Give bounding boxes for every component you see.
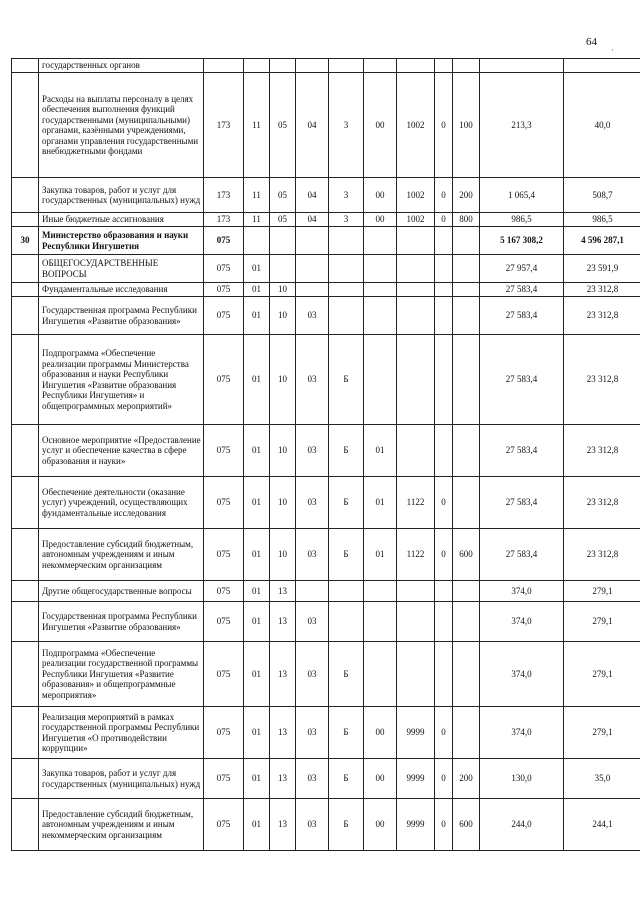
code-cell [364, 297, 397, 335]
code-cell [364, 335, 397, 425]
code-cell: 13 [270, 707, 296, 759]
item-name-cell: Подпрограмма «Обеспечение реализации программы Министерства образования и науки Республики Ингушетия «Развитие образования Республики Ингушетия» и общепрограммных мероприятий» [39, 335, 204, 425]
code-cell: 0 [435, 178, 453, 213]
code-cell: 600 [453, 799, 480, 851]
code-cell: 05 [270, 213, 296, 227]
amount-year1-cell: 986,5 [480, 213, 564, 227]
item-name-cell: Государственная программа Республики Ингушетия «Развитие образования» [39, 602, 204, 642]
code-cell [453, 642, 480, 707]
code-cell [453, 255, 480, 283]
row-number-cell [12, 213, 39, 227]
amount-year1-cell: 5 167 308,2 [480, 227, 564, 255]
code-cell: 05 [270, 178, 296, 213]
item-name-cell: Иные бюджетные ассигнования [39, 213, 204, 227]
code-cell [453, 59, 480, 73]
amount-year2-cell: 279,1 [564, 581, 640, 602]
code-cell [435, 642, 453, 707]
code-cell: 01 [244, 425, 270, 477]
item-name-cell: Основное мероприятие «Предоставление услуг и обеспечение качества в сфере образования и науки» [39, 425, 204, 477]
code-cell: 04 [296, 73, 329, 178]
table-row [12, 283, 640, 297]
amount-year2-cell: 244,1 [564, 799, 640, 851]
code-cell: 173 [204, 213, 244, 227]
table-row [12, 602, 640, 642]
code-cell: 9999 [397, 799, 435, 851]
code-cell: 04 [296, 178, 329, 213]
code-cell [364, 59, 397, 73]
row-number-cell [12, 799, 39, 851]
row-number-cell [12, 283, 39, 297]
code-cell: 11 [244, 213, 270, 227]
item-name-cell: Закупка товаров, работ и услуг для государственных (муниципальных) нужд [39, 178, 204, 213]
code-cell [397, 602, 435, 642]
code-cell [435, 425, 453, 477]
code-cell: 10 [270, 335, 296, 425]
table-row [12, 799, 640, 851]
table-row [12, 707, 640, 759]
amount-year2-cell: 986,5 [564, 213, 640, 227]
amount-year2-cell: 40,0 [564, 73, 640, 178]
code-cell: 01 [244, 529, 270, 581]
code-cell [397, 335, 435, 425]
code-cell [296, 581, 329, 602]
code-cell: 04 [296, 213, 329, 227]
item-name-cell: государственных органов [39, 59, 204, 73]
code-cell: 0 [435, 799, 453, 851]
code-cell [364, 227, 397, 255]
code-cell: 075 [204, 602, 244, 642]
row-number-cell [12, 529, 39, 581]
amount-year1-cell: 1 065,4 [480, 178, 564, 213]
code-cell [435, 283, 453, 297]
code-cell: Б [329, 759, 364, 799]
code-cell: 075 [204, 477, 244, 529]
code-cell: 01 [244, 581, 270, 602]
code-cell [329, 59, 364, 73]
code-cell: 01 [244, 602, 270, 642]
code-cell [270, 59, 296, 73]
code-cell: 3 [329, 73, 364, 178]
amount-year1-cell: 374,0 [480, 707, 564, 759]
table-row [12, 581, 640, 602]
row-number-cell [12, 73, 39, 178]
item-name-cell: Другие общегосударственные вопросы [39, 581, 204, 602]
page-mark: · [611, 46, 614, 55]
code-cell: 03 [296, 335, 329, 425]
code-cell: 0 [435, 707, 453, 759]
code-cell: 600 [453, 529, 480, 581]
row-number-cell [12, 178, 39, 213]
code-cell: 075 [204, 283, 244, 297]
code-cell [397, 581, 435, 602]
code-cell [244, 227, 270, 255]
code-cell [435, 227, 453, 255]
page-number: 64 [586, 36, 597, 48]
code-cell: 075 [204, 255, 244, 283]
code-cell [435, 59, 453, 73]
code-cell [453, 581, 480, 602]
table-row [12, 227, 640, 255]
item-name-cell: Предоставление субсидий бюджетным, автономным учреждениям и иным некоммерческим организациям [39, 799, 204, 851]
row-number-cell [12, 59, 39, 73]
amount-year2-cell: 35,0 [564, 759, 640, 799]
code-cell: 1122 [397, 477, 435, 529]
table-row [12, 335, 640, 425]
item-name-cell: Реализация мероприятий в рамках государственной программы Республики Ингушетия «О противодействии коррупции» [39, 707, 204, 759]
code-cell [364, 581, 397, 602]
amount-year2-cell: 23 312,8 [564, 425, 640, 477]
amount-year1-cell [480, 59, 564, 73]
code-cell: 03 [296, 602, 329, 642]
code-cell: 075 [204, 335, 244, 425]
code-cell: 03 [296, 759, 329, 799]
row-number-cell [12, 581, 39, 602]
amount-year1-cell: 27 583,4 [480, 283, 564, 297]
code-cell: 075 [204, 759, 244, 799]
code-cell: 13 [270, 759, 296, 799]
code-cell: 075 [204, 529, 244, 581]
code-cell: 03 [296, 425, 329, 477]
table-row [12, 529, 640, 581]
code-cell: 075 [204, 581, 244, 602]
code-cell [397, 227, 435, 255]
code-cell: 1122 [397, 529, 435, 581]
code-cell: 11 [244, 178, 270, 213]
code-cell: 1002 [397, 178, 435, 213]
item-name-cell: Расходы на выплаты персоналу в целях обеспечения выполнения функций государственными (муниципальными) органами, казёнными учреждениями, органами управления государственными внебюджетными фондами [39, 73, 204, 178]
row-number-cell [12, 335, 39, 425]
code-cell [329, 297, 364, 335]
code-cell: 10 [270, 529, 296, 581]
code-cell [435, 297, 453, 335]
code-cell: 01 [244, 642, 270, 707]
code-cell [453, 335, 480, 425]
item-name-cell: Предоставление субсидий бюджетным, автономным учреждениям и иным некоммерческим организациям [39, 529, 204, 581]
amount-year1-cell: 27 957,4 [480, 255, 564, 283]
code-cell [397, 283, 435, 297]
code-cell [397, 297, 435, 335]
item-name-cell: Государственная программа Республики Ингушетия «Развитие образования» [39, 297, 204, 335]
code-cell: 10 [270, 297, 296, 335]
code-cell: 10 [270, 425, 296, 477]
code-cell [397, 59, 435, 73]
code-cell [329, 227, 364, 255]
amount-year1-cell: 27 583,4 [480, 425, 564, 477]
code-cell: 00 [364, 799, 397, 851]
code-cell: 01 [364, 529, 397, 581]
code-cell: 200 [453, 759, 480, 799]
code-cell [397, 642, 435, 707]
code-cell: 00 [364, 759, 397, 799]
code-cell: 0 [435, 759, 453, 799]
amount-year1-cell: 213,3 [480, 73, 564, 178]
code-cell [270, 227, 296, 255]
table-row [12, 759, 640, 799]
code-cell [453, 707, 480, 759]
code-cell [364, 283, 397, 297]
code-cell: 075 [204, 799, 244, 851]
amount-year2-cell: 23 312,8 [564, 335, 640, 425]
code-cell: 01 [244, 759, 270, 799]
amount-year2-cell: 4 596 287,1 [564, 227, 640, 255]
code-cell: 0 [435, 477, 453, 529]
code-cell: 00 [364, 707, 397, 759]
row-number-cell [12, 425, 39, 477]
code-cell [435, 581, 453, 602]
code-cell: 075 [204, 227, 244, 255]
code-cell [435, 255, 453, 283]
code-cell [329, 255, 364, 283]
amount-year2-cell: 279,1 [564, 642, 640, 707]
code-cell: 3 [329, 213, 364, 227]
code-cell [364, 642, 397, 707]
code-cell: 03 [296, 297, 329, 335]
code-cell: 10 [270, 283, 296, 297]
code-cell [296, 283, 329, 297]
amount-year2-cell: 23 312,8 [564, 297, 640, 335]
code-cell [453, 477, 480, 529]
code-cell: 01 [244, 283, 270, 297]
code-cell: 03 [296, 799, 329, 851]
item-name-cell: Закупка товаров, работ и услуг для государственных (муниципальных) нужд [39, 759, 204, 799]
code-cell: 100 [453, 73, 480, 178]
code-cell: 0 [435, 529, 453, 581]
code-cell: 13 [270, 799, 296, 851]
code-cell: 01 [244, 297, 270, 335]
code-cell: 173 [204, 73, 244, 178]
code-cell [397, 255, 435, 283]
code-cell [364, 255, 397, 283]
code-cell: 075 [204, 425, 244, 477]
budget-table [11, 58, 640, 851]
code-cell: 00 [364, 73, 397, 178]
amount-year1-cell: 27 583,4 [480, 297, 564, 335]
row-number-cell [12, 707, 39, 759]
code-cell: 173 [204, 178, 244, 213]
amount-year2-cell: 279,1 [564, 707, 640, 759]
code-cell [296, 255, 329, 283]
code-cell [364, 602, 397, 642]
amount-year2-cell: 279,1 [564, 602, 640, 642]
item-name-cell: ОБЩЕГОСУДАРСТВЕННЫЕ ВОПРОСЫ [39, 255, 204, 283]
table-row [12, 178, 640, 213]
amount-year1-cell: 27 583,4 [480, 477, 564, 529]
code-cell: 10 [270, 477, 296, 529]
amount-year1-cell: 130,0 [480, 759, 564, 799]
amount-year2-cell: 508,7 [564, 178, 640, 213]
code-cell: 03 [296, 642, 329, 707]
code-cell [296, 59, 329, 73]
code-cell: Б [329, 707, 364, 759]
code-cell: 01 [244, 335, 270, 425]
code-cell [453, 602, 480, 642]
item-name-cell: Министерство образования и науки Республики Ингушетия [39, 227, 204, 255]
code-cell: 1002 [397, 73, 435, 178]
code-cell [435, 602, 453, 642]
code-cell [244, 59, 270, 73]
row-number-cell [12, 759, 39, 799]
table-row [12, 477, 640, 529]
table-row [12, 425, 640, 477]
code-cell: 1002 [397, 213, 435, 227]
amount-year2-cell: 23 312,8 [564, 529, 640, 581]
table-row [12, 297, 640, 335]
code-cell [453, 425, 480, 477]
table-row [12, 642, 640, 707]
amount-year1-cell: 374,0 [480, 642, 564, 707]
code-cell: Б [329, 477, 364, 529]
table-body [12, 59, 640, 851]
code-cell: 13 [270, 581, 296, 602]
code-cell: 9999 [397, 759, 435, 799]
code-cell: Б [329, 335, 364, 425]
row-number-cell [12, 477, 39, 529]
code-cell: 3 [329, 178, 364, 213]
code-cell: 01 [364, 477, 397, 529]
code-cell: Б [329, 642, 364, 707]
code-cell: 075 [204, 707, 244, 759]
code-cell [453, 227, 480, 255]
row-number-cell [12, 602, 39, 642]
amount-year2-cell: 23 312,8 [564, 283, 640, 297]
row-number-cell [12, 642, 39, 707]
code-cell: 200 [453, 178, 480, 213]
amount-year1-cell: 374,0 [480, 581, 564, 602]
code-cell: 01 [244, 707, 270, 759]
code-cell: 0 [435, 73, 453, 178]
code-cell: 00 [364, 213, 397, 227]
code-cell [435, 335, 453, 425]
code-cell [329, 602, 364, 642]
amount-year2-cell: 23 591,9 [564, 255, 640, 283]
amount-year2-cell: 23 312,8 [564, 477, 640, 529]
code-cell: 00 [364, 178, 397, 213]
code-cell: 0 [435, 213, 453, 227]
table-row [12, 213, 640, 227]
code-cell: 05 [270, 73, 296, 178]
code-cell: 01 [244, 477, 270, 529]
code-cell [204, 59, 244, 73]
row-number-cell [12, 297, 39, 335]
code-cell: 11 [244, 73, 270, 178]
table-row [12, 255, 640, 283]
item-name-cell: Подпрограмма «Обеспечение реализации государственной программы Республики Ингушетия «Развитие образования» и общепрограммные мероприятия» [39, 642, 204, 707]
item-name-cell: Фундаментальные исследования [39, 283, 204, 297]
code-cell: 03 [296, 477, 329, 529]
code-cell [453, 297, 480, 335]
code-cell: 03 [296, 707, 329, 759]
code-cell: 03 [296, 529, 329, 581]
code-cell: 13 [270, 602, 296, 642]
amount-year1-cell: 244,0 [480, 799, 564, 851]
code-cell: 075 [204, 297, 244, 335]
table-row [12, 73, 640, 178]
code-cell [329, 283, 364, 297]
code-cell: 800 [453, 213, 480, 227]
code-cell: 01 [244, 799, 270, 851]
code-cell [270, 255, 296, 283]
code-cell: 01 [244, 255, 270, 283]
code-cell [397, 425, 435, 477]
code-cell [329, 581, 364, 602]
amount-year1-cell: 374,0 [480, 602, 564, 642]
amount-year1-cell: 27 583,4 [480, 335, 564, 425]
row-number-cell [12, 255, 39, 283]
code-cell: Б [329, 799, 364, 851]
item-name-cell: Обеспечение деятельности (оказание услуг) учреждений, осуществляющих фундаментальные исследования [39, 477, 204, 529]
amount-year2-cell [564, 59, 640, 73]
code-cell: Б [329, 425, 364, 477]
amount-year1-cell: 27 583,4 [480, 529, 564, 581]
code-cell: 075 [204, 642, 244, 707]
code-cell [296, 227, 329, 255]
code-cell [453, 283, 480, 297]
code-cell: Б [329, 529, 364, 581]
table-row [12, 59, 640, 73]
code-cell: 13 [270, 642, 296, 707]
code-cell: 01 [364, 425, 397, 477]
code-cell: 9999 [397, 707, 435, 759]
row-number-cell: 30 [12, 227, 39, 255]
